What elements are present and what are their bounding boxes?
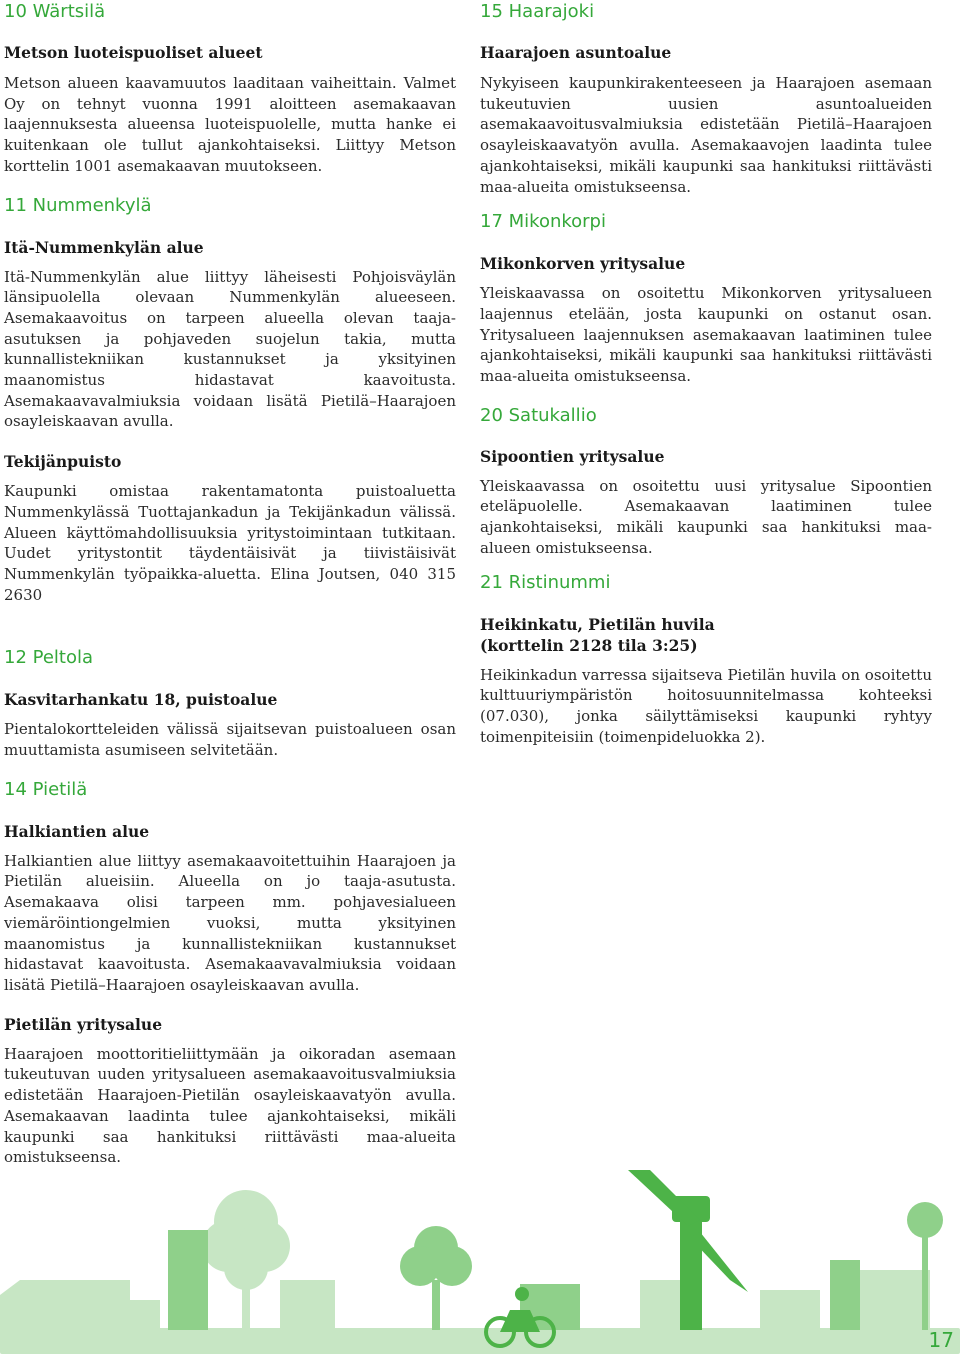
subheading-haarajoen-asuntoalue: Haarajoen asuntoalue bbox=[480, 43, 672, 62]
tree-icon bbox=[907, 1202, 943, 1238]
building-icon bbox=[830, 1260, 860, 1330]
section-title-pietila: 14 Pietilä bbox=[4, 778, 88, 800]
cyclist-head-icon bbox=[515, 1287, 529, 1301]
paragraph-tekijanpuisto: Kaupunki omistaa rakentamatonta puistoaluetta Nummenkylässä Tuottajankadun ja Tekijänkadun välissä. Alueen käyttömahdollisuuksia yritystoimintaan tutkitaan. Uudet yritystontit täydentäisivät ja tiivistäisivät Nummenkylän työpaikka-aluetta. Elina Joutsen, 040 315 2630 bbox=[4, 482, 456, 604]
subheading-tekijanpuisto: Tekijänpuisto bbox=[4, 452, 122, 472]
tree-icon bbox=[224, 1246, 268, 1290]
subheading-pietilan-yritysalue: Pietilän yritysalue bbox=[4, 1014, 163, 1034]
paragraph-metson-alueet: Metson alueen kaavamuutos laaditaan vaiheittain. Valmet Oy on tehnyt vuonna 1991 aloitteen asemakaavan laajennuksesta alueensa luoteispuolelle, mutta hanke ei kuitenkaan ole tullut ajankohtaiseksi. Liittyy Metson korttelin 1001 asemakaavan muutokseen. bbox=[4, 74, 456, 175]
paragraph-heikinkatu: Heikinkadun varressa sijaitseva Pietilän huvila on osoitettu kulttuuriympäristön hoitosuunnitelmassa kohteeksi (07.030), jonka säilyttämiseksi kaupunki ryhtyy toimenpiteisiin (toimenpideluokka 2). bbox=[480, 665, 932, 746]
section-title-haarajoki: 15 Haarajoki bbox=[480, 1, 595, 22]
building-icon bbox=[168, 1230, 208, 1330]
section-title-wartsila: 10 Wärtsilä bbox=[4, 1, 106, 22]
tree-trunk-icon bbox=[432, 1280, 440, 1330]
ground-band bbox=[0, 1328, 960, 1354]
paragraph-kasvitarhankatu: Pientalokortteleiden välissä sijaitsevan puistoalueen osan muuttamista asumiseen selvitetään. bbox=[4, 720, 456, 760]
subheading-sipoontien-yritysalue: Sipoontien yritysalue bbox=[480, 446, 665, 466]
section-title-nummenkyla: 11 Nummenkylä bbox=[4, 194, 152, 216]
building-icon bbox=[860, 1270, 930, 1330]
building-icon bbox=[760, 1290, 820, 1330]
section-title-ristinummi: 21 Ristinummi bbox=[480, 571, 611, 593]
section-title-mikonkorpi: 17 Mikonkorpi bbox=[480, 211, 606, 233]
paragraph-haarajoen-asuntoalue: Nykyiseen kaupunkirakenteeseen ja Haarajoen asemaan tukeutuvien uusien asuntoalueiden asemakaavoitusvalmiuksia edistetään Pietilä–Haarajoen osayleiskaavatyön avulla. Asemakaavojen laadinta tulee ajankohtaiseksi, mikäli kaupunki saa hankituksi riittävästi maa-alueita omistukseensa. bbox=[480, 74, 932, 196]
paragraph-ita-nummenkyla: Itä-Nummenkylän alue liittyy läheisesti Pohjoisväylän länsipuolella olevaan Nummenkylän alueeseen. Asemakaavoitus on tarpeen alueella olevan taaja-asutuksen ja pohjaveden suojelun takia, mutta kunnallistekniikan kustannukset ja yksityinen maanomistus hidastavat kaavoitusta. Asemakaavavalmiuksia voidaan lisätä Pietilä–Haarajoen osayleiskaavan avulla. bbox=[4, 267, 456, 431]
subheading-mikonkorven-yritysalue: Mikonkorven yritysalue bbox=[480, 254, 686, 274]
page-number: 17 bbox=[928, 1328, 954, 1352]
subheading-korttelin-tila: (korttelin 2128 tila 3:25) bbox=[480, 635, 698, 655]
paragraph-sipoontien-yritysalue: Yleiskaavassa on osoitettu uusi yritysalue Sipoontien eteläpuolelle. Asemakaavan laatiminen tulee ajankohtaiseksi, mikäli kaupunki saa hankituksi maa-alueen omistukseensa. bbox=[480, 476, 932, 557]
building-icon bbox=[100, 1300, 160, 1330]
subheading-halkiantie: Halkiantien alue bbox=[4, 821, 150, 841]
subheading-metson-alueet: Metson luoteispuoliset alueet bbox=[4, 43, 263, 62]
subheading-kasvitarhankatu: Kasvitarhankatu 18, puistoalue bbox=[4, 690, 278, 710]
tree-trunk-icon bbox=[922, 1230, 928, 1330]
footer-illustration bbox=[0, 1160, 960, 1357]
building-icon bbox=[280, 1280, 335, 1330]
paragraph-mikonkorven-yritysalue: Yleiskaavassa on osoitettu Mikonkorven yritysalueen laajennus etelään, josta kaupunki on ostanut osan. Yritysalueen laajennuksen asemakaavan laatiminen tulee ajankohtaiseksi, mikäli kaupunki saa hankituksi riittävästi maa-alueita omistukseensa. bbox=[480, 284, 932, 386]
paragraph-halkiantie: Halkiantien alue liittyy asemakaavoitettuihin Haarajoen ja Pietilän alueisiin. Alueella on jo taaja-asutusta. Asemakaava olisi tarpeen mm. pohjavesialueen viemäröintiongelmien vuoksi, mutta yksityinen maanomistus ja kunnallistekniikan kustannukset hidastavat kaavoitusta. Asemakaavavalmiuksia voidaan lisätä Pietilä–Haarajoen osayleiskaavan avulla. bbox=[4, 851, 456, 994]
subheading-heikinkatu: Heikinkatu, Pietilän huvila bbox=[480, 614, 715, 634]
paragraph-pietilan-yritysalue: Haarajoen moottoritieliittymään ja oikoradan asemaan tukeutuvan uuden yritysalueen asemakaavoitusvalmiuksia edistetään Haarajoen-Pietilän osayleiskaavatyön avulla. Asemakaavan laadinta tulee ajankohtaiseksi, mikäli kaupunki saa hankituksi riittävästi maa-alueita omistukseensa. bbox=[4, 1044, 456, 1167]
section-title-peltola: 12 Peltola bbox=[4, 647, 94, 669]
subheading-ita-nummenkyla: Itä-Nummenkylän alue bbox=[4, 237, 204, 257]
section-title-satukallio: 20 Satukallio bbox=[480, 404, 597, 426]
left-column bbox=[4, 0, 456, 1168]
right-column bbox=[480, 0, 932, 747]
